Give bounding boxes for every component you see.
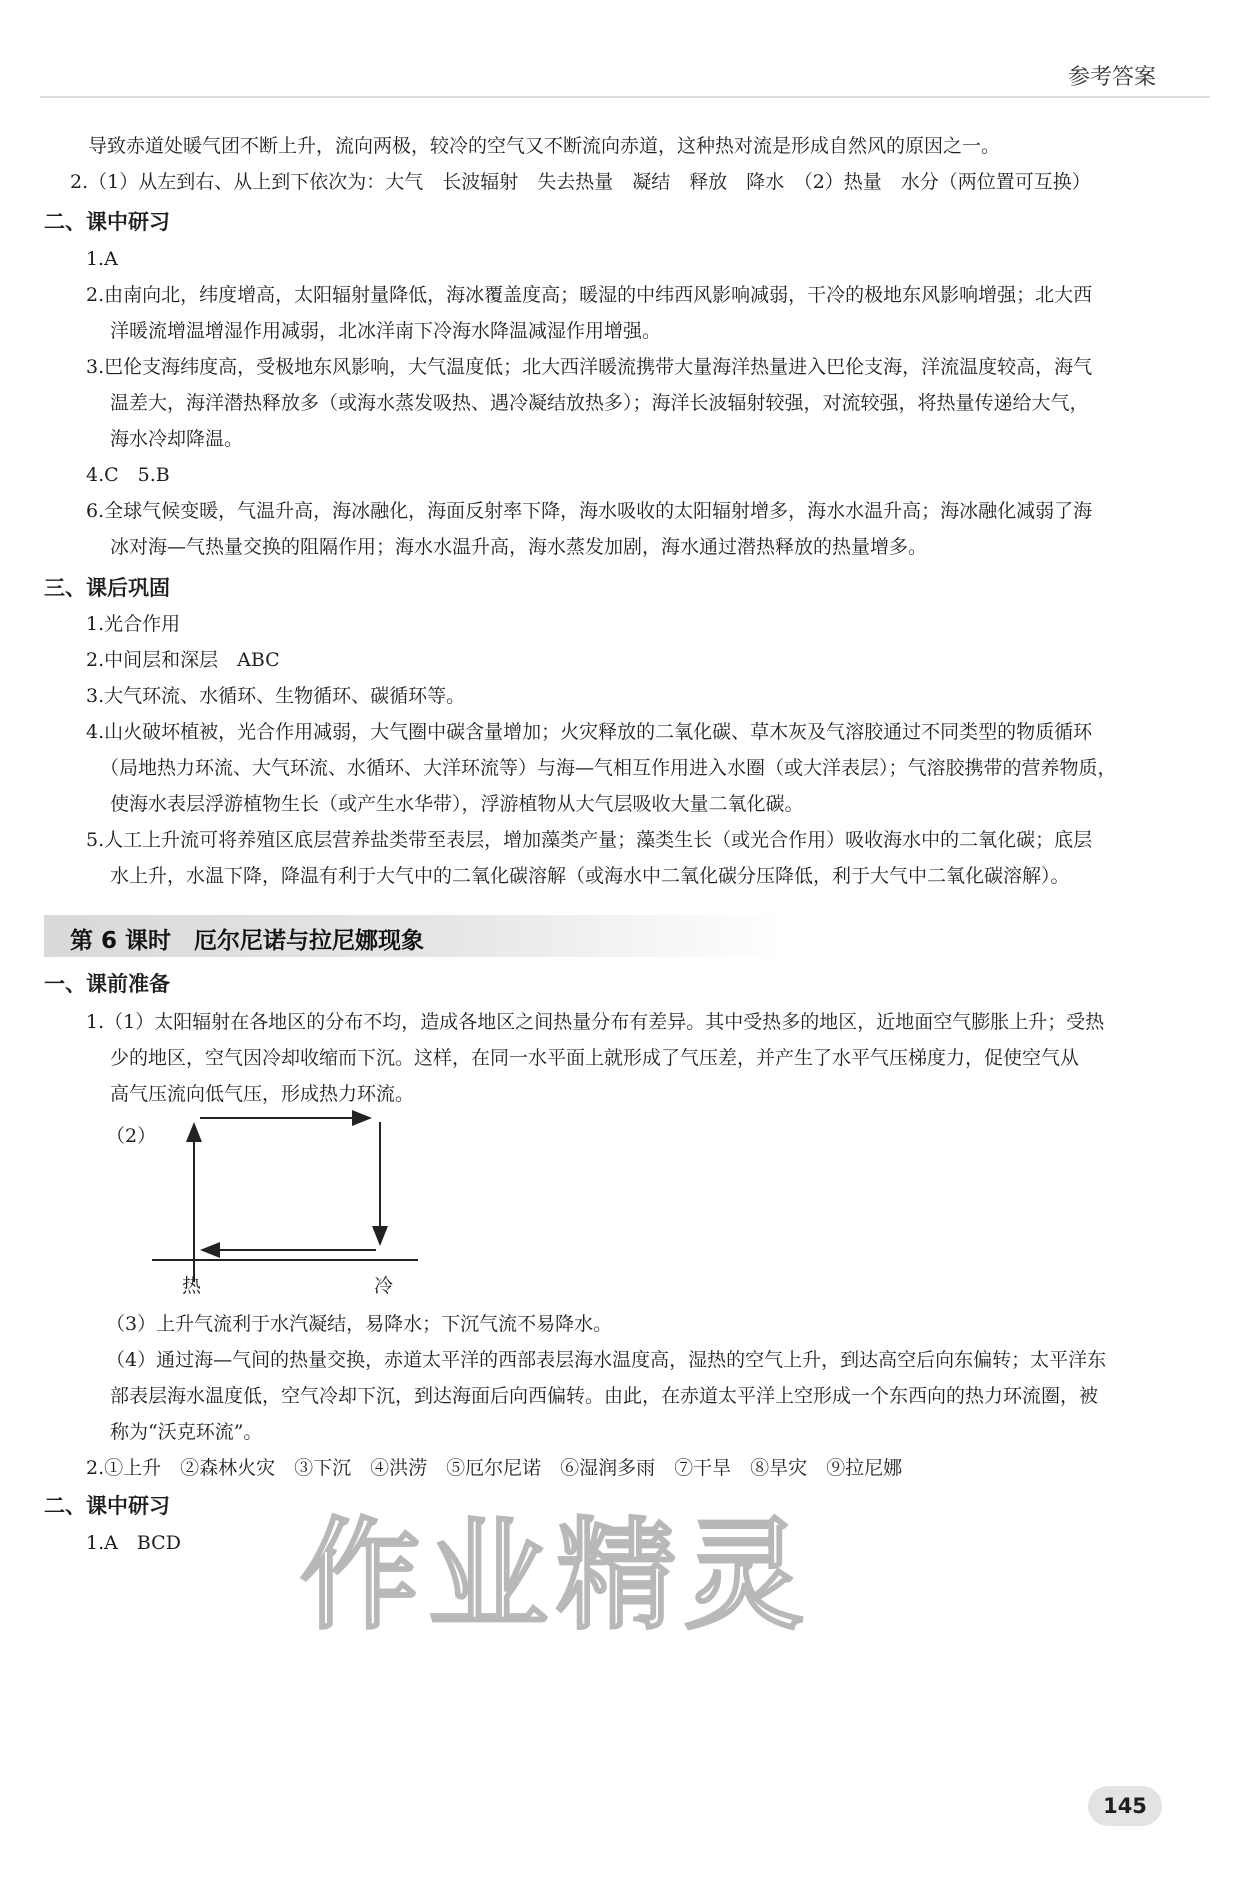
kehou-line-7: 5.人工上升流可将养殖区底层营养盐类带至表层，增加藻类产量；藻类生长（或光合作用）吸收海水中的二氧化碳；底层 — [86, 829, 1093, 851]
qian-after-line-3: 部表层海水温度低，空气冷却下沉，到达海面后向西偏转。由此，在赤道太平洋上空形成一个东西向的热力环流圈，被 — [110, 1385, 1099, 1407]
kehou-line-6: 使海水表层浮游植物生长（或产生水华带），浮游植物从大气层吸收大量二氧化碳。 — [110, 793, 804, 815]
qian-line-3: 高气压流向低气压，形成热力环流。 — [110, 1083, 415, 1105]
ketang-line-8: 6.全球气候变暖，气温升高，海冰融化，海面反射率下降，海水吸收的太阳辐射增多，海水水温升高；海冰融化减弱了海 — [86, 500, 1093, 522]
kehou-line-2: 2.中间层和深层 ABC — [86, 649, 280, 671]
lesson-title: 第 6 课时 厄尔尼诺与拉尼娜现象 — [70, 928, 425, 954]
top-line-1: 导致赤道处暖气团不断上升，流向两极，较冷的空气又不断流向赤道，这种热对流是形成自然风的原因之一。 — [88, 135, 1001, 157]
page-number: 145 — [1088, 1786, 1162, 1826]
ketang-line-7: 4.C 5.B — [86, 464, 170, 486]
kehou-line-8: 水上升，水温下降，降温有利于大气中的二氧化碳溶解（或海水中二氧化碳分压降低，利于大气中二氧化碳溶解）。 — [110, 865, 1070, 887]
watermark: 作业精灵 — [300, 1507, 812, 1646]
qian-q2: 2.①上升 ②森林火灾 ③下沉 ④洪涝 ⑤厄尔尼诺 ⑥湿润多雨 ⑦干旱 ⑧旱灾 ⑨拉尼娜 — [86, 1457, 903, 1479]
qian-part2-label: （2） — [106, 1125, 157, 1147]
section-heading-qian: 一、课前准备 — [44, 972, 170, 996]
section-heading-ketang: 二、课中研习 — [44, 210, 170, 234]
header-rule — [40, 96, 1210, 98]
ketang-line-5: 温差大，海洋潜热释放多（或海水蒸发吸热、遇冷凝结放热多）；海洋长波辐射较强，对流较强，将热量传递给大气， — [110, 392, 1089, 414]
section-heading-ketang-2: 二、课中研习 — [44, 1494, 170, 1518]
qian-after-line-4: 称为“沃克环流”。 — [110, 1421, 263, 1443]
kehou-line-4: 4.山火破坏植被，光合作用减弱，大气圈中碳含量增加；火灾释放的二氧化碳、草木灰及气溶胶通过不同类型的物质循环 — [86, 721, 1093, 743]
diagram-hot-label: 热 — [182, 1275, 202, 1297]
ketang-line-2: 2.由南向北，纬度增高，太阳辐射量降低，海冰覆盖度高；暖湿的中纬西风影响减弱，干冷的极地东风影响增强；北大西 — [86, 284, 1093, 306]
kehou-line-3: 3.大气环流、水循环、生物循环、碳循环等。 — [86, 685, 466, 707]
qian-line-2: 少的地区，空气因冷却收缩而下沉。这样，在同一水平面上就形成了气压差，并产生了水平气压梯度力，促使空气从 — [110, 1047, 1080, 1069]
ketang-line-4: 3.巴伦支海纬度高，受极地东风影响，大气温度低；北大西洋暖流携带大量海洋热量进入巴伦支海，洋流温度较高，海气 — [86, 356, 1093, 378]
ketang-line-1: 1.A — [86, 248, 118, 270]
qian-after-line-1: （3）上升气流利于水汽凝结，易降水；下沉气流不易降水。 — [106, 1313, 613, 1335]
qian-after-line-2: （4）通过海—气间的热量交换，赤道太平洋的西部表层海水温度高，湿热的空气上升，到达高空后向东偏转；太平洋东 — [106, 1349, 1107, 1371]
ketang2-line-1: 1.A BCD — [86, 1532, 181, 1554]
kehou-line-5: （局地热力环流、大气环流、水循环、大洋环流等）与海—气相互作用进入水圈（或大洋表层）；气溶胶携带的营养物质， — [100, 757, 1117, 779]
ketang-line-9: 冰对海—气热量交换的阻隔作用；海水水温升高，海水蒸发加剧，海水通过潜热释放的热量增多。 — [110, 536, 928, 558]
ketang-line-3: 洋暖流增温增湿作用减弱，北冰洋南下冷海水降温减湿作用增强。 — [110, 320, 662, 342]
kehou-line-1: 1.光合作用 — [86, 613, 181, 635]
top-line-2: 2.（1）从左到右、从上到下依次为：大气 长波辐射 失去热量 凝结 释放 降水 （2）热量 水分（两位置可互换） — [70, 171, 1091, 193]
qian-line-1: 1.（1）太阳辐射在各地区的分布不均，造成各地区之间热量分布有差异。其中受热多的地区，近地面空气膨胀上升；受热 — [86, 1011, 1105, 1033]
section-heading-kehou: 三、课后巩固 — [44, 576, 170, 600]
header-title: 参考答案 — [1067, 65, 1156, 90]
ketang-line-6: 海水冷却降温。 — [110, 428, 244, 450]
diagram-cold-label: 冷 — [374, 1275, 394, 1297]
